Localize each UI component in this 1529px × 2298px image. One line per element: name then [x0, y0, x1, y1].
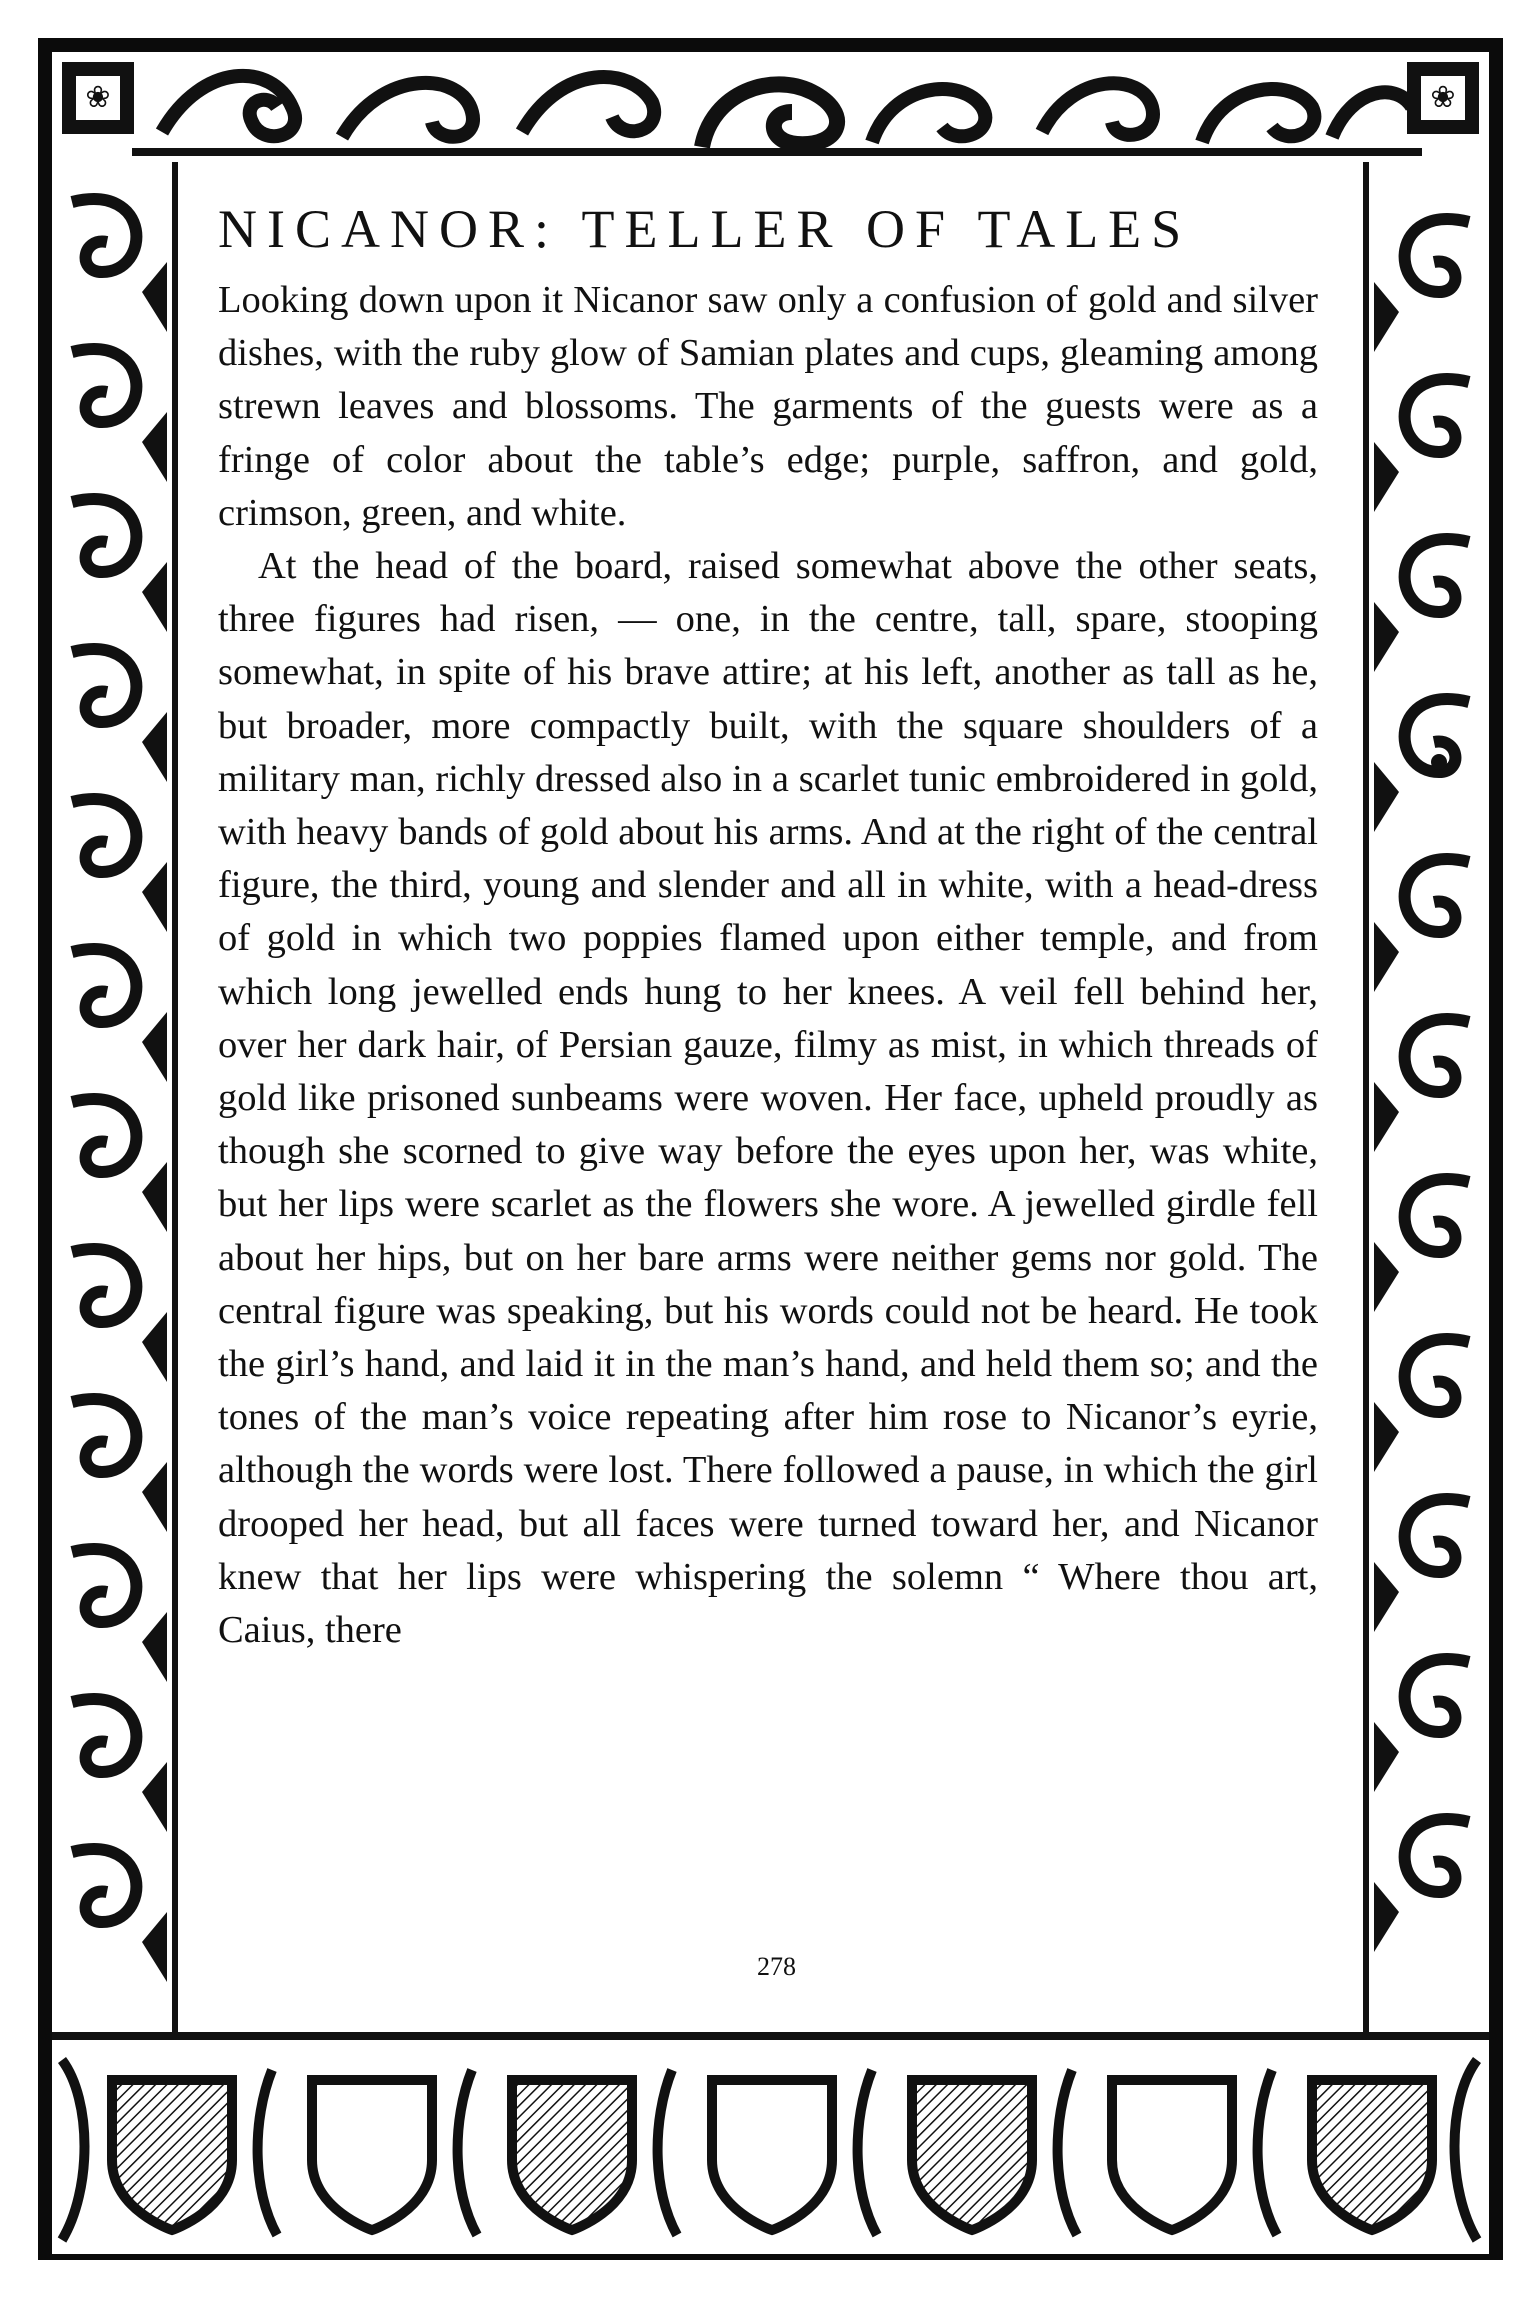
right-ornament-column [1369, 162, 1489, 2032]
page-number: 278 [757, 1952, 796, 1981]
body-text [218, 274, 1318, 1657]
paragraph: At the head of the board, raised somewhat above the other seats, three figures had risen, — one, in the centre, tall, spare, stooping somewhat, in spite of his brave attire; at his left, another as tall as he, but broader, more compactly built, with the square shoulders of a military man, richly dressed also in a scarlet tunic embroidered in gold, with heavy bands of gold about his arms. And at the right of the central figure, the third, young and slender and all in white, with a head-dress of gold in which two poppies flamed upon either temple, and from which long jewelled ends hung to her knees. A veil fell behind her, over her dark hair, of Persian gauze, filmy as mist, in which threads of gold like prisoned sunbeams were woven. Her face, upheld proudly as though she scorned to give way before the eyes upon her, was white, but her lips were scarlet as the flowers she wore. A jewelled girdle fell about her hips, but on her bare arms were neither gems nor gold. The central figure was speaking, but his words could not be heard. He took the girl’s hand, and laid it in the man’s hand, and held them so; and the tones of the man’s voice repeating after him rose to Nicanor’s eyrie, although the words were lost. There followed a pause, in which the girl drooped her head, but all faces were turned toward her, and Nicanor knew that her lips were whispering the solemn “ Where thou art, Caius, there [218, 545, 1318, 1652]
rosette-icon: ❀ [72, 72, 124, 124]
rosette-icon: ❀ [1417, 72, 1469, 124]
scroll-wave-ornament [52, 52, 1489, 162]
top-ornament-band [52, 52, 1489, 168]
shield-ornament [52, 2040, 1489, 2254]
top-right-corner [1407, 62, 1479, 134]
running-head: NICANOR: TELLER OF TALES [218, 199, 1192, 259]
bottom-ornament-band [52, 2032, 1489, 2254]
paragraph: Looking down upon it Nicanor saw only a confusion of gold and silver dishes, with the ruby glow of Samian plates and cups, gleaming among strewn leaves and blossoms. The garments of the guests were as a fringe of color about the table’s edge; purple, saffron, and gold, crimson, green, and white. [218, 279, 1318, 534]
spiral-scroll-ornament [1369, 162, 1489, 2032]
spiral-scroll-ornament [52, 162, 172, 2032]
top-left-corner [62, 62, 134, 134]
text-panel [172, 162, 1369, 2032]
left-ornament-column [52, 162, 172, 2032]
